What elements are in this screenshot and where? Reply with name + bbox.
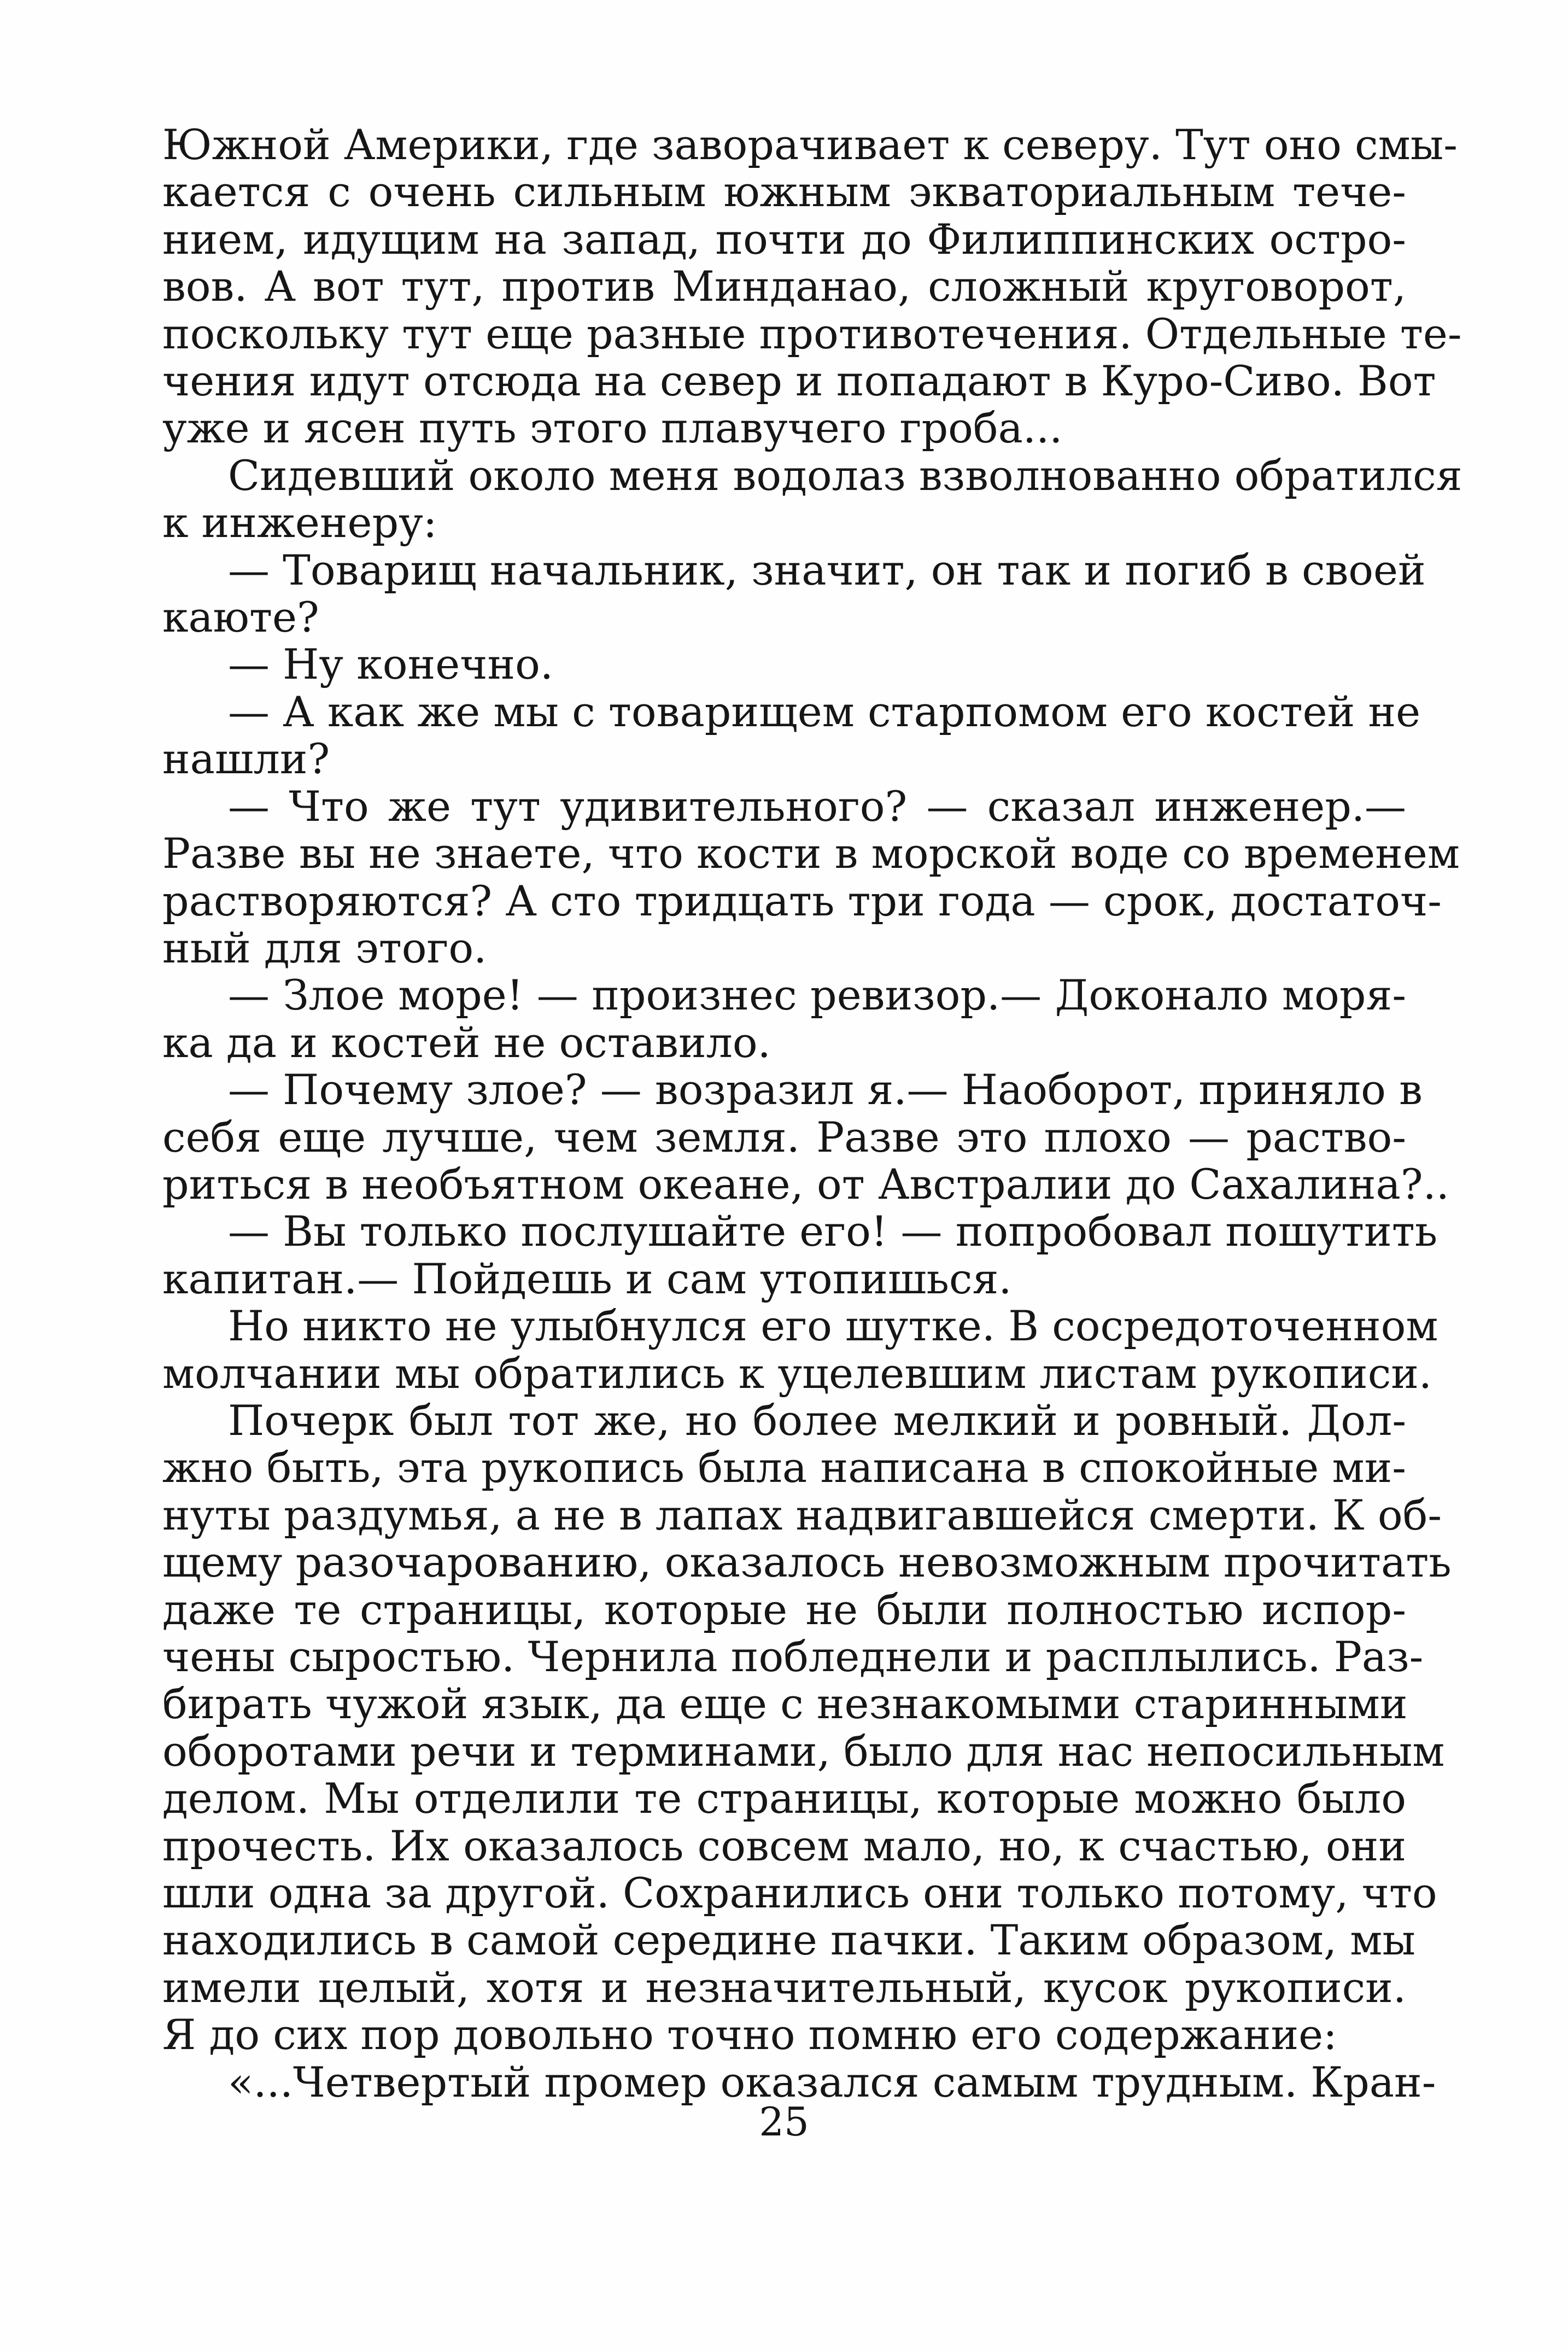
paragraph (162, 781, 1460, 972)
text-line: жно быть, эта рукопись была написана в спокойные ми- (162, 1443, 1406, 1492)
text-line: вов. А вот тут, против Минданао, сложный круговорот, (162, 262, 1406, 311)
text-line: — Ну конечно. (228, 640, 554, 689)
paragraph (162, 1396, 1452, 2059)
text-line: кается с очень сильным южным экваториальным тече- (162, 167, 1406, 217)
text-line: щему разочарованию, оказалось невозможным прочитать (162, 1538, 1452, 1587)
text-line: себя еще лучше, чем земля. Разве это плохо — раство- (162, 1112, 1406, 1162)
text-line: имели целый, хотя и незначительный, кусок рукописи. (162, 1963, 1406, 2012)
text-line: — А как же мы с товарищем старпомом его костей не (228, 687, 1421, 736)
text-line: — Вы только послушайте его! — попробовал пошутить (228, 1207, 1438, 1256)
text-line: — Товарищ начальник, значит, он так и погиб в своей (228, 545, 1426, 594)
text-line: уже и ясен путь этого плавучего гроба... (162, 404, 1063, 453)
text-line: нашли? (162, 734, 330, 784)
paragraph (162, 687, 1421, 784)
text-line: капитан.— Пойдешь и сам утопишься. (162, 1254, 1012, 1303)
page-number: 25 (759, 2099, 809, 2145)
paragraph (162, 1065, 1449, 1209)
paragraph (162, 641, 1406, 688)
text-line: шли одна за другой. Сохранились они только потому, что (162, 1869, 1437, 1918)
text-line: Разве вы не знаете, что кости в морской воде со временем (162, 829, 1460, 878)
text-line: Южной Америки, где заворачивает к северу. Тут оно смы- (162, 120, 1458, 169)
text-line: чения идут отсюда на север и попадают в Куро-Сиво. Вот (162, 357, 1436, 406)
text-line: делом. Мы отделили те страницы, которые можно было (162, 1774, 1406, 1823)
text-line: даже те страницы, которые не были полностью испор- (162, 1585, 1406, 1634)
paragraph (162, 1207, 1438, 1303)
text-line: Я до сих пор довольно точно помню его содержание: (162, 2010, 1337, 2059)
text-line: «...Четвертый промер оказался самым трудным. Кран- (228, 2057, 1436, 2106)
paragraph (162, 120, 1462, 453)
text-line: ка да и костей не оставило. (162, 1018, 771, 1067)
text-line: растворяются? А сто тридцать три года — срок, достаточ- (162, 876, 1442, 925)
text-line: к инженеру: (162, 498, 437, 547)
text-line: молчании мы обратились к уцелевшим листам рукописи. (162, 1349, 1432, 1398)
text-line: нуты раздумья, а не в лапах надвигавшейся смерти. К об- (162, 1490, 1442, 1539)
text-line: нием, идущим на запад, почти до Филиппинских остро- (162, 214, 1406, 264)
text-line: прочесть. Их оказалось совсем мало, но, к счастью, они (162, 1821, 1406, 1870)
text-line: каюте? (162, 593, 319, 642)
body-text (162, 120, 1462, 2106)
paragraph (162, 545, 1426, 642)
text-line: — Почему злое? — возразил я.— Наоборот, приняло в (228, 1065, 1423, 1114)
text-line: Сидевший около меня водолаз взволнованно обратился (228, 451, 1462, 500)
text-line: ный для этого. (162, 923, 487, 972)
text-line: находились в самой середине пачки. Таким образом, мы (162, 1916, 1415, 1965)
paragraph (162, 451, 1462, 547)
text-line: поскольку тут еще разные противотечения. Отдельные те- (162, 309, 1462, 358)
text-line: — Злое море! — произнес ревизор.— Доконало моря- (228, 971, 1406, 1020)
text-line: Почерк был тот же, но более мелкий и ровный. Дол- (228, 1396, 1406, 1445)
paragraph (162, 972, 1406, 1066)
text-line: чены сыростью. Чернила побледнели и расплылись. Раз- (162, 1632, 1424, 1681)
text-line: — Что же тут удивительного? — сказал инженер.— (228, 781, 1406, 831)
text-line: бирать чужой язык, да еще с незнакомыми старинными (162, 1679, 1408, 1729)
paragraph (162, 1302, 1438, 1398)
text-line: оборотами речи и терминами, было для нас непосильным (162, 1726, 1445, 1776)
text-line: Но никто не улыбнулся его шутке. В сосредоточенном (228, 1302, 1438, 1351)
text-line: риться в необъятном океане, от Австралии до Сахалина?.. (162, 1159, 1449, 1209)
